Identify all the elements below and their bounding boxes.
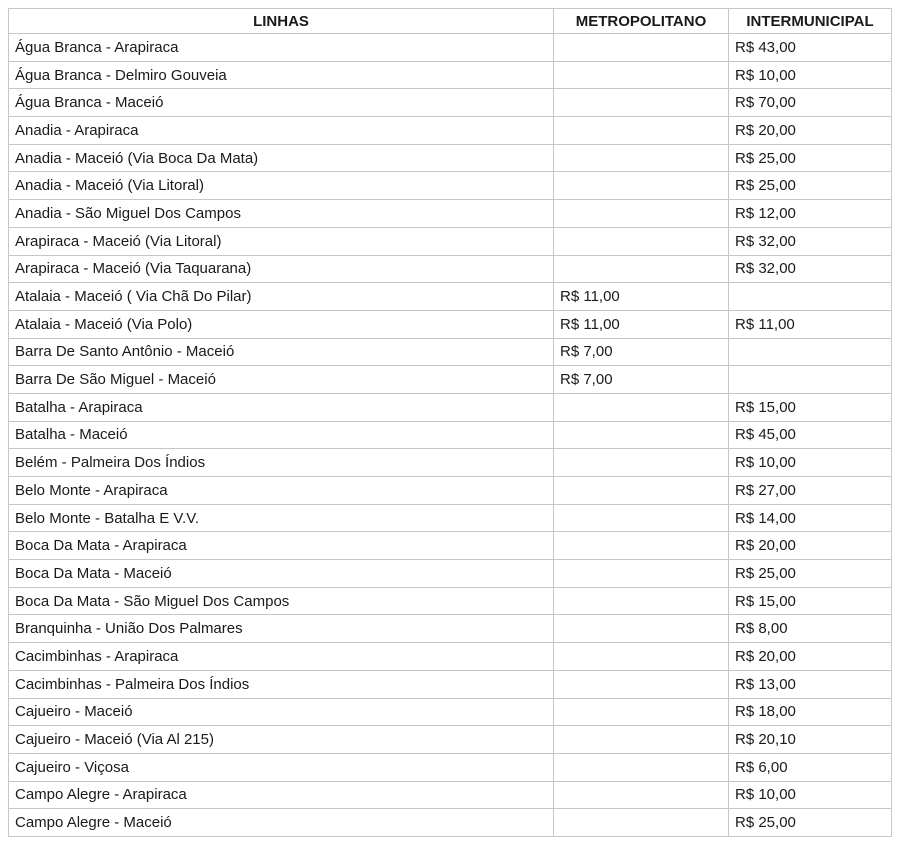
intermunicipal-cell: R$ 25,00 [729,809,892,837]
intermunicipal-cell: R$ 6,00 [729,753,892,781]
intermunicipal-cell: R$ 20,10 [729,726,892,754]
linha-cell: Cajueiro - Viçosa [9,753,554,781]
intermunicipal-cell: R$ 10,00 [729,781,892,809]
metropolitano-cell [554,587,729,615]
table-row [9,61,892,89]
metropolitano-cell [554,726,729,754]
linha-cell: Cacimbinhas - Arapiraca [9,643,554,671]
linha-cell: Atalaia - Maceió ( Via Chã Do Pilar) [9,283,554,311]
intermunicipal-cell: R$ 27,00 [729,477,892,505]
table-row [9,504,892,532]
intermunicipal-cell: R$ 32,00 [729,227,892,255]
table-row [9,421,892,449]
table-row [9,587,892,615]
table-row [9,698,892,726]
table-row [9,532,892,560]
linha-cell: Cajueiro - Maceió (Via Al 215) [9,726,554,754]
linha-cell: Água Branca - Delmiro Gouveia [9,61,554,89]
metropolitano-cell: R$ 11,00 [554,310,729,338]
fare-table [8,8,892,837]
linha-cell: Batalha - Maceió [9,421,554,449]
table-row [9,34,892,62]
intermunicipal-cell: R$ 20,00 [729,117,892,145]
table-row [9,227,892,255]
metropolitano-cell [554,615,729,643]
linha-cell: Anadia - São Miguel Dos Campos [9,200,554,228]
table-row [9,255,892,283]
intermunicipal-cell: R$ 15,00 [729,587,892,615]
linha-cell: Branquinha - União Dos Palmares [9,615,554,643]
linha-cell: Belém - Palmeira Dos Índios [9,449,554,477]
linha-cell: Arapiraca - Maceió (Via Litoral) [9,227,554,255]
linha-cell: Boca Da Mata - São Miguel Dos Campos [9,587,554,615]
linha-cell: Barra De São Miguel - Maceió [9,366,554,394]
metropolitano-cell [554,560,729,588]
table-row [9,809,892,837]
intermunicipal-cell: R$ 10,00 [729,61,892,89]
linha-cell: Água Branca - Maceió [9,89,554,117]
metropolitano-cell [554,698,729,726]
table-row [9,172,892,200]
table-row [9,310,892,338]
linha-cell: Boca Da Mata - Maceió [9,560,554,588]
fare-table-header [9,9,892,34]
metropolitano-cell [554,393,729,421]
metropolitano-cell [554,670,729,698]
table-row [9,338,892,366]
intermunicipal-cell: R$ 8,00 [729,615,892,643]
table-row [9,89,892,117]
table-row [9,781,892,809]
metropolitano-cell [554,61,729,89]
metropolitano-cell [554,781,729,809]
linha-cell: Atalaia - Maceió (Via Polo) [9,310,554,338]
metropolitano-cell [554,477,729,505]
intermunicipal-cell [729,366,892,394]
metropolitano-cell [554,117,729,145]
linha-cell: Belo Monte - Batalha E V.V. [9,504,554,532]
linha-cell: Belo Monte - Arapiraca [9,477,554,505]
table-row [9,144,892,172]
intermunicipal-cell: R$ 18,00 [729,698,892,726]
table-row [9,753,892,781]
metropolitano-cell [554,643,729,671]
intermunicipal-cell: R$ 15,00 [729,393,892,421]
metropolitano-cell [554,172,729,200]
table-row [9,200,892,228]
table-row [9,283,892,311]
intermunicipal-cell: R$ 45,00 [729,421,892,449]
metropolitano-cell [554,421,729,449]
metropolitano-cell [554,255,729,283]
intermunicipal-cell: R$ 25,00 [729,172,892,200]
linha-cell: Campo Alegre - Arapiraca [9,781,554,809]
intermunicipal-cell: R$ 13,00 [729,670,892,698]
table-row [9,393,892,421]
linha-cell: Anadia - Maceió (Via Litoral) [9,172,554,200]
table-body [9,34,892,837]
table-row [9,449,892,477]
linha-cell: Cajueiro - Maceió [9,698,554,726]
intermunicipal-cell: R$ 20,00 [729,643,892,671]
intermunicipal-cell: R$ 11,00 [729,310,892,338]
linha-cell: Cacimbinhas - Palmeira Dos Índios [9,670,554,698]
table-row [9,560,892,588]
header-linhas: LINHAS [9,9,554,34]
metropolitano-cell [554,227,729,255]
table-row [9,726,892,754]
metropolitano-cell [554,532,729,560]
metropolitano-cell [554,753,729,781]
metropolitano-cell [554,144,729,172]
metropolitano-cell [554,504,729,532]
metropolitano-cell: R$ 11,00 [554,283,729,311]
linha-cell: Barra De Santo Antônio - Maceió [9,338,554,366]
table-row [9,477,892,505]
intermunicipal-cell: R$ 32,00 [729,255,892,283]
metropolitano-cell [554,34,729,62]
metropolitano-cell [554,809,729,837]
table-row [9,117,892,145]
linha-cell: Boca Da Mata - Arapiraca [9,532,554,560]
intermunicipal-cell: R$ 14,00 [729,504,892,532]
intermunicipal-cell: R$ 25,00 [729,144,892,172]
header-metropolitano: METROPOLITANO [554,9,729,34]
linha-cell: Batalha - Arapiraca [9,393,554,421]
linha-cell: Anadia - Arapiraca [9,117,554,145]
intermunicipal-cell: R$ 25,00 [729,560,892,588]
linha-cell: Água Branca - Arapiraca [9,34,554,62]
header-intermunicipal: INTERMUNICIPAL [729,9,892,34]
metropolitano-cell [554,449,729,477]
intermunicipal-cell: R$ 43,00 [729,34,892,62]
metropolitano-cell [554,89,729,117]
intermunicipal-cell: R$ 20,00 [729,532,892,560]
metropolitano-cell: R$ 7,00 [554,366,729,394]
intermunicipal-cell [729,283,892,311]
table-row [9,615,892,643]
linha-cell: Arapiraca - Maceió (Via Taquarana) [9,255,554,283]
linha-cell: Anadia - Maceió (Via Boca Da Mata) [9,144,554,172]
table-row [9,670,892,698]
header-row [9,9,892,34]
table-row [9,643,892,671]
table-row [9,366,892,394]
intermunicipal-cell: R$ 12,00 [729,200,892,228]
intermunicipal-cell [729,338,892,366]
metropolitano-cell [554,200,729,228]
intermunicipal-cell: R$ 70,00 [729,89,892,117]
linha-cell: Campo Alegre - Maceió [9,809,554,837]
metropolitano-cell: R$ 7,00 [554,338,729,366]
intermunicipal-cell: R$ 10,00 [729,449,892,477]
